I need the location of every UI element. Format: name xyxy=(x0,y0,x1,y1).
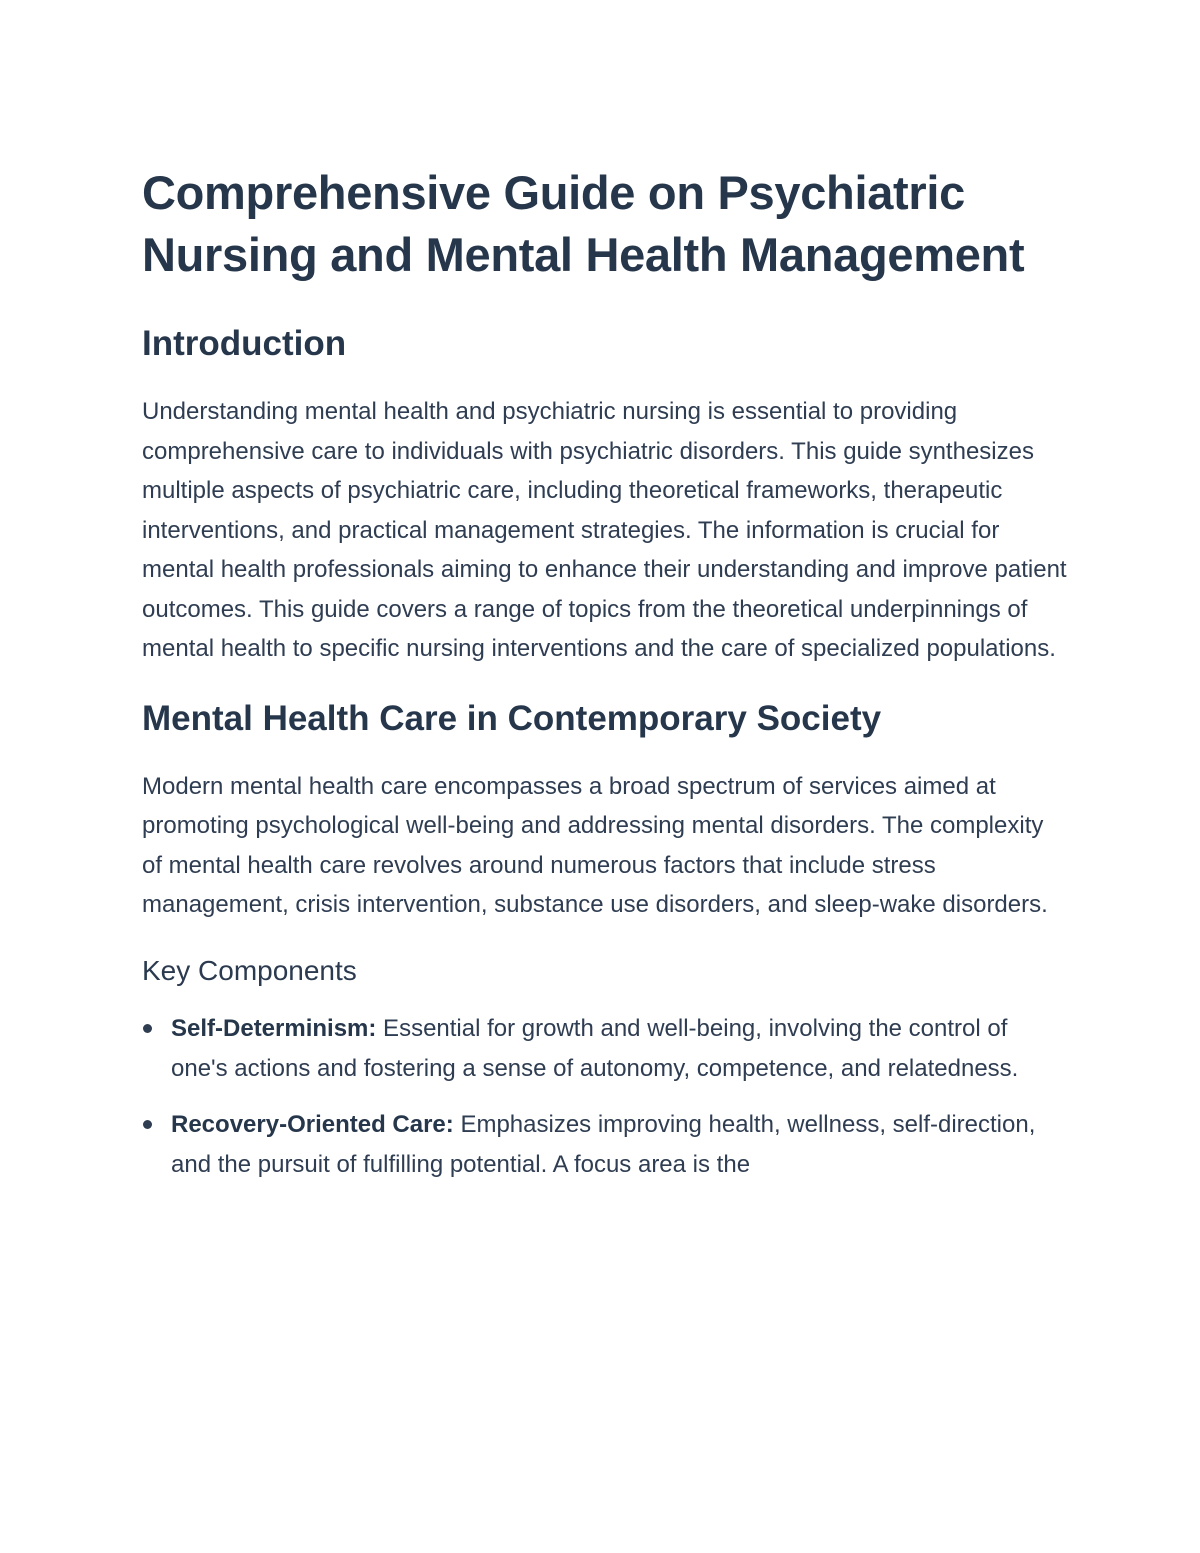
key-components-heading: Key Components xyxy=(142,954,357,986)
contemporary-paragraph: Modern mental health care encompasses a broad spectrum of services aimed at promoting psychological well-being and addressing mental disorders. The complexity of mental health care revolves around numerous factors that include stress management, crisis intervention, substance use disorders, and sleep-wake disorders. xyxy=(142,772,1048,918)
document-title: Comprehensive Guide on Psychiatric Nursing and Mental Health Management xyxy=(142,166,1025,281)
key-components-list xyxy=(142,1009,1067,1185)
list-item xyxy=(142,1009,1067,1089)
bullet-icon xyxy=(143,1120,152,1129)
contemporary-heading: Mental Health Care in Contemporary Society xyxy=(142,698,882,738)
bullet-term: Recovery-Oriented Care: xyxy=(171,1110,454,1138)
bullet-text: Emphasizes improving health, wellness, self-direction, and the pursuit of fulfilling potential. A focus area is the xyxy=(171,1110,1036,1178)
contemporary-section xyxy=(142,697,1067,1185)
bullet-text: Essential for growth and well-being, involving the control of one's actions and fostering a sense of autonomy, competence, and relatedness. xyxy=(171,1014,1019,1082)
introduction-heading: Introduction xyxy=(142,324,347,363)
introduction-section xyxy=(142,322,1067,669)
list-item xyxy=(142,1105,1067,1185)
introduction-paragraph: Understanding mental health and psychiatric nursing is essential to providing comprehensive care to individuals with psychiatric disorders. This guide synthesizes multiple aspects of psychiatric care, including theoretical frameworks, therapeutic interventions, and practical management strategies. The information is crucial for mental health professionals aiming to enhance their understanding and improve patient outcomes. This guide covers a range of topics from the theoretical underpinnings of mental health to specific nursing interventions and the care of specialized populations. xyxy=(142,398,1067,662)
document-page xyxy=(142,162,1067,1201)
bullet-icon xyxy=(143,1024,152,1033)
bullet-term: Self-Determinism: xyxy=(171,1014,377,1042)
